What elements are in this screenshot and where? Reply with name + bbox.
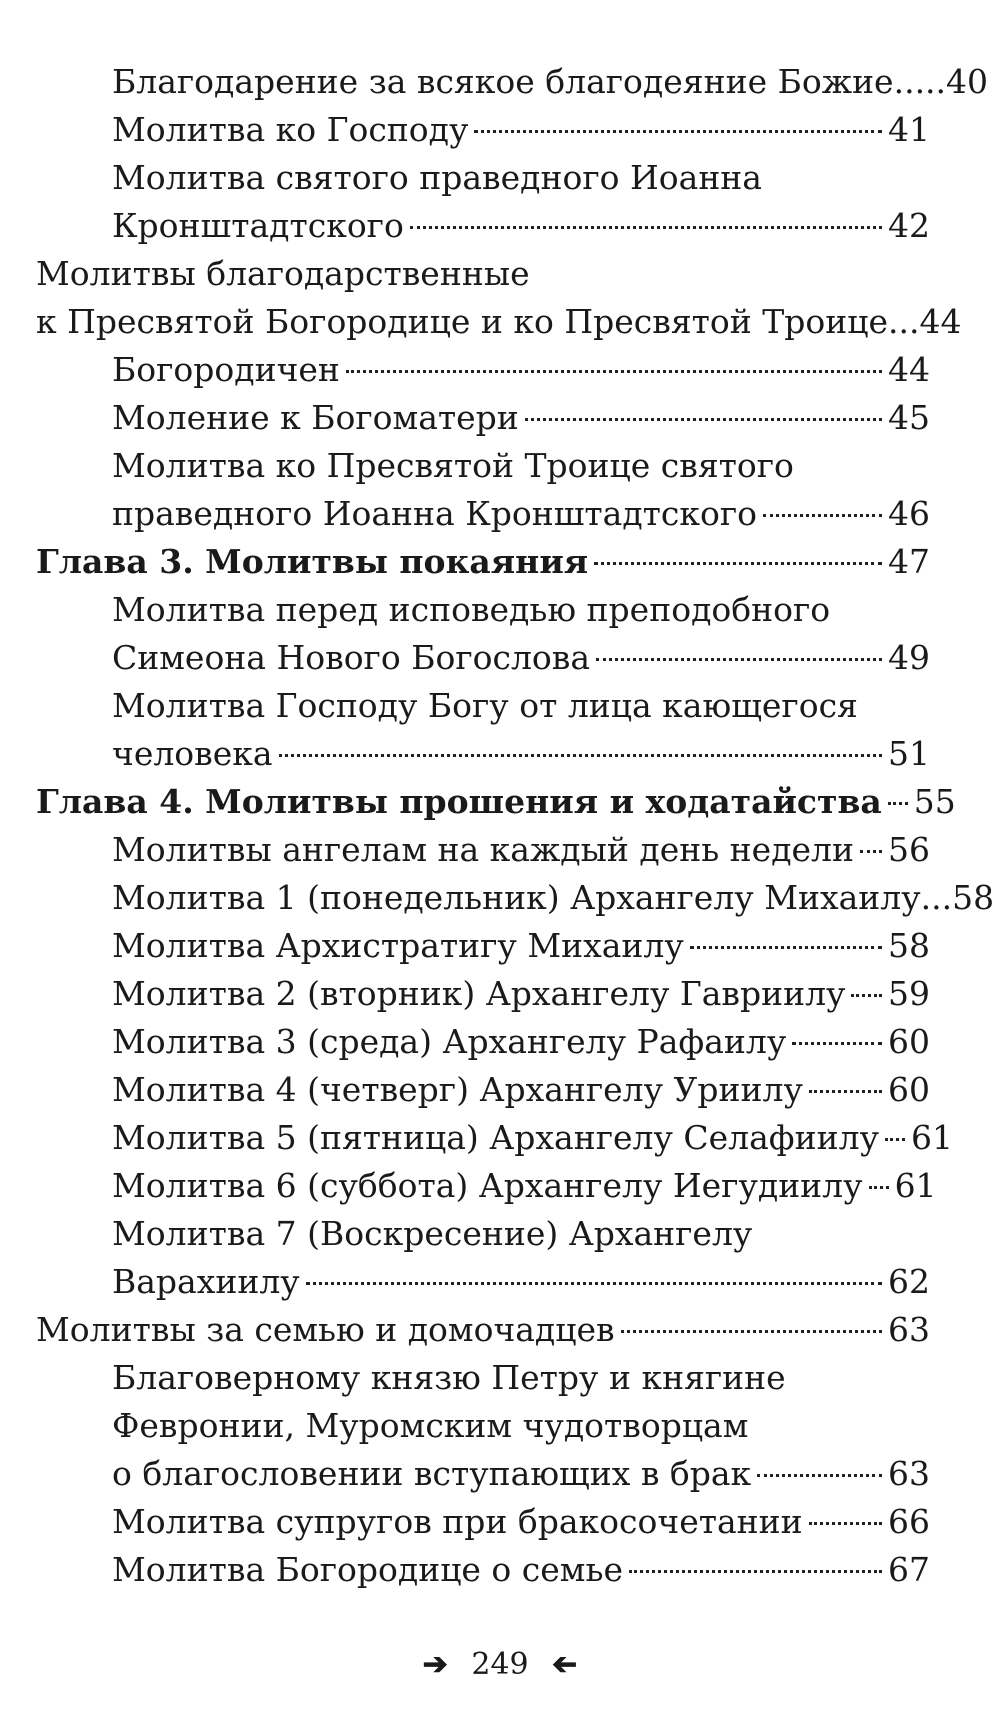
toc-entry-title: Молитвы за семью и домочадцев (36, 1310, 615, 1349)
toc-entry (0, 682, 1000, 730)
toc-chapter-heading (0, 778, 1000, 826)
toc-entry-title: Кронштадтского (112, 206, 404, 245)
toc-entry-page: 51 (888, 734, 930, 773)
dot-leader (410, 226, 882, 229)
toc-entry-page: 58 (888, 926, 930, 965)
dot-leader (851, 994, 882, 997)
dot-leader (860, 850, 882, 853)
toc-entry-title: Февронии, Муромским чудотворцам (112, 1406, 749, 1445)
toc-entry-page: 45 (888, 398, 930, 437)
toc-entry-title: Молитва Архистратигу Михаилу (112, 926, 684, 965)
toc-entry-page: 62 (888, 1262, 930, 1301)
toc-entry-page: 66 (888, 1502, 930, 1541)
toc-entry-page: 58 (952, 878, 995, 917)
toc-entry-title: Молитва 1 (понедельник) Архангелу Михаилу... (112, 878, 953, 917)
dot-leader (474, 130, 882, 133)
dot-leader (279, 754, 882, 757)
toc-entry-page: 40 (946, 62, 989, 101)
dot-leader (885, 1138, 905, 1141)
toc-entry-title: Молитва перед исповедью преподобного (112, 590, 831, 629)
toc-entry-title: Благодарение за всякое благодеяние Божие..... (112, 62, 947, 101)
toc-entry-title: Молитва 2 (вторник) Архангелу Гавриилу (112, 974, 846, 1013)
toc-entry (0, 202, 1000, 250)
dot-leader (869, 1186, 889, 1189)
toc-entry-title: праведного Иоанна Кронштадтского (112, 494, 758, 533)
toc-entry-title: Молитва ко Пресвятой Троице святого (112, 446, 794, 485)
toc-entry (0, 1210, 1000, 1258)
toc-entry (0, 1450, 1000, 1498)
dot-leader (757, 1474, 882, 1477)
toc-entry-title: Глава 4. Молитвы прошения и ходатайства (36, 782, 882, 821)
toc-entry-title: Благоверному князю Петру и княгине (112, 1358, 786, 1397)
toc-entry-title: Молитвы ангелам на каждый день недели (112, 830, 855, 869)
toc-entry-page: 41 (888, 110, 930, 149)
toc-entry (0, 634, 1000, 682)
toc-entry-title: Моление к Богоматери (112, 398, 519, 437)
toc-entry-page: 67 (888, 1550, 930, 1589)
toc-entry (0, 298, 1000, 346)
toc-entry-page: 63 (888, 1310, 930, 1349)
dot-leader (346, 370, 882, 373)
toc-entry (0, 442, 1000, 490)
page-footer (0, 1645, 1000, 1685)
toc-entry-title: Молитва святого праведного Иоанна (112, 158, 762, 197)
toc-entry-page: 47 (888, 542, 930, 581)
right-arrow-ornament-icon: ➔ (422, 1647, 448, 1682)
dot-leader (594, 562, 882, 565)
toc-entry (0, 1354, 1000, 1402)
dot-leader (690, 946, 882, 949)
toc-entry-page: 60 (888, 1070, 930, 1109)
toc-entry-page: 55 (913, 782, 956, 821)
toc-entry-page: 44 (888, 350, 930, 389)
toc-entry-title: Молитва 7 (Воскресение) Архангелу (112, 1214, 753, 1253)
toc-entry-title: Молитва 5 (пятница) Архангелу Селафиилу (112, 1118, 879, 1157)
toc-entry-page: 61 (911, 1118, 953, 1157)
toc-entry-page: 42 (888, 206, 930, 245)
toc-entry (0, 154, 1000, 202)
toc-chapter-heading (0, 538, 1000, 586)
toc-entry-page: 61 (894, 1166, 937, 1205)
dot-leader (809, 1090, 882, 1093)
toc-entry (0, 730, 1000, 778)
toc-entry-title: человека (112, 734, 273, 773)
toc-entry (0, 826, 1000, 874)
toc-entry-title: Богородичен (112, 350, 340, 389)
toc-entry-title: Молитвы благодарственные (36, 254, 530, 293)
toc-entry-title: Молитва Господу Богу от лица кающегося (112, 686, 858, 725)
table-of-contents (0, 58, 1000, 1594)
toc-entry (0, 1018, 1000, 1066)
toc-entry (0, 250, 1000, 298)
toc-entry-page: 56 (888, 830, 930, 869)
toc-entry-title: к Пресвятой Богородице и ко Пресвятой Троице... (36, 302, 920, 341)
dot-leader (792, 1042, 882, 1045)
toc-entry-page: 49 (888, 638, 930, 677)
toc-entry-title: Молитва 3 (среда) Архангелу Рафаилу (112, 1022, 787, 1061)
toc-entry-page: 44 (919, 302, 962, 341)
toc-entry-title: о благословении вступающих в брак (112, 1454, 752, 1493)
toc-entry-title: Симеона Нового Богослова (112, 638, 591, 677)
toc-entry (0, 490, 1000, 538)
toc-entry (0, 1162, 1000, 1210)
toc-entry (0, 58, 1000, 106)
toc-entry (0, 1258, 1000, 1306)
dot-leader (596, 658, 882, 661)
toc-entry (0, 1546, 1000, 1594)
toc-entry-page: 59 (888, 974, 930, 1013)
toc-entry (0, 970, 1000, 1018)
toc-entry (0, 106, 1000, 154)
toc-entry (0, 874, 1000, 922)
dot-leader (763, 514, 882, 517)
toc-entry-title: Молитва 4 (четверг) Архангелу Уриилу (112, 1070, 803, 1109)
toc-entry (0, 1066, 1000, 1114)
toc-entry-title: Молитва ко Господу (112, 110, 469, 149)
dot-leader (888, 802, 908, 805)
toc-entry (0, 586, 1000, 634)
dot-leader (621, 1330, 882, 1333)
toc-entry (0, 1402, 1000, 1450)
toc-entry-title: Варахиилу (112, 1262, 300, 1301)
toc-entry-title: Молитва 6 (суббота) Архангелу Иегудиилу (112, 1166, 863, 1205)
toc-entry-page: 60 (888, 1022, 930, 1061)
dot-leader (525, 418, 882, 421)
toc-entry (0, 1306, 1000, 1354)
toc-entry (0, 1498, 1000, 1546)
page-number: 249 (471, 1647, 529, 1682)
toc-entry (0, 922, 1000, 970)
toc-entry (0, 394, 1000, 442)
toc-entry-page: 63 (888, 1454, 930, 1493)
dot-leader (306, 1282, 882, 1285)
toc-entry-title: Глава 3. Молитвы покаяния (36, 542, 589, 581)
dot-leader (809, 1522, 882, 1525)
toc-entry (0, 346, 1000, 394)
toc-entry (0, 1114, 1000, 1162)
toc-entry-page: 46 (888, 494, 930, 533)
toc-entry-title: Молитва супругов при бракосочетании (112, 1502, 803, 1541)
toc-entry-title: Молитва Богородице о семье (112, 1550, 623, 1589)
left-arrow-ornament-icon: ➔ (552, 1647, 578, 1682)
dot-leader (629, 1570, 882, 1573)
